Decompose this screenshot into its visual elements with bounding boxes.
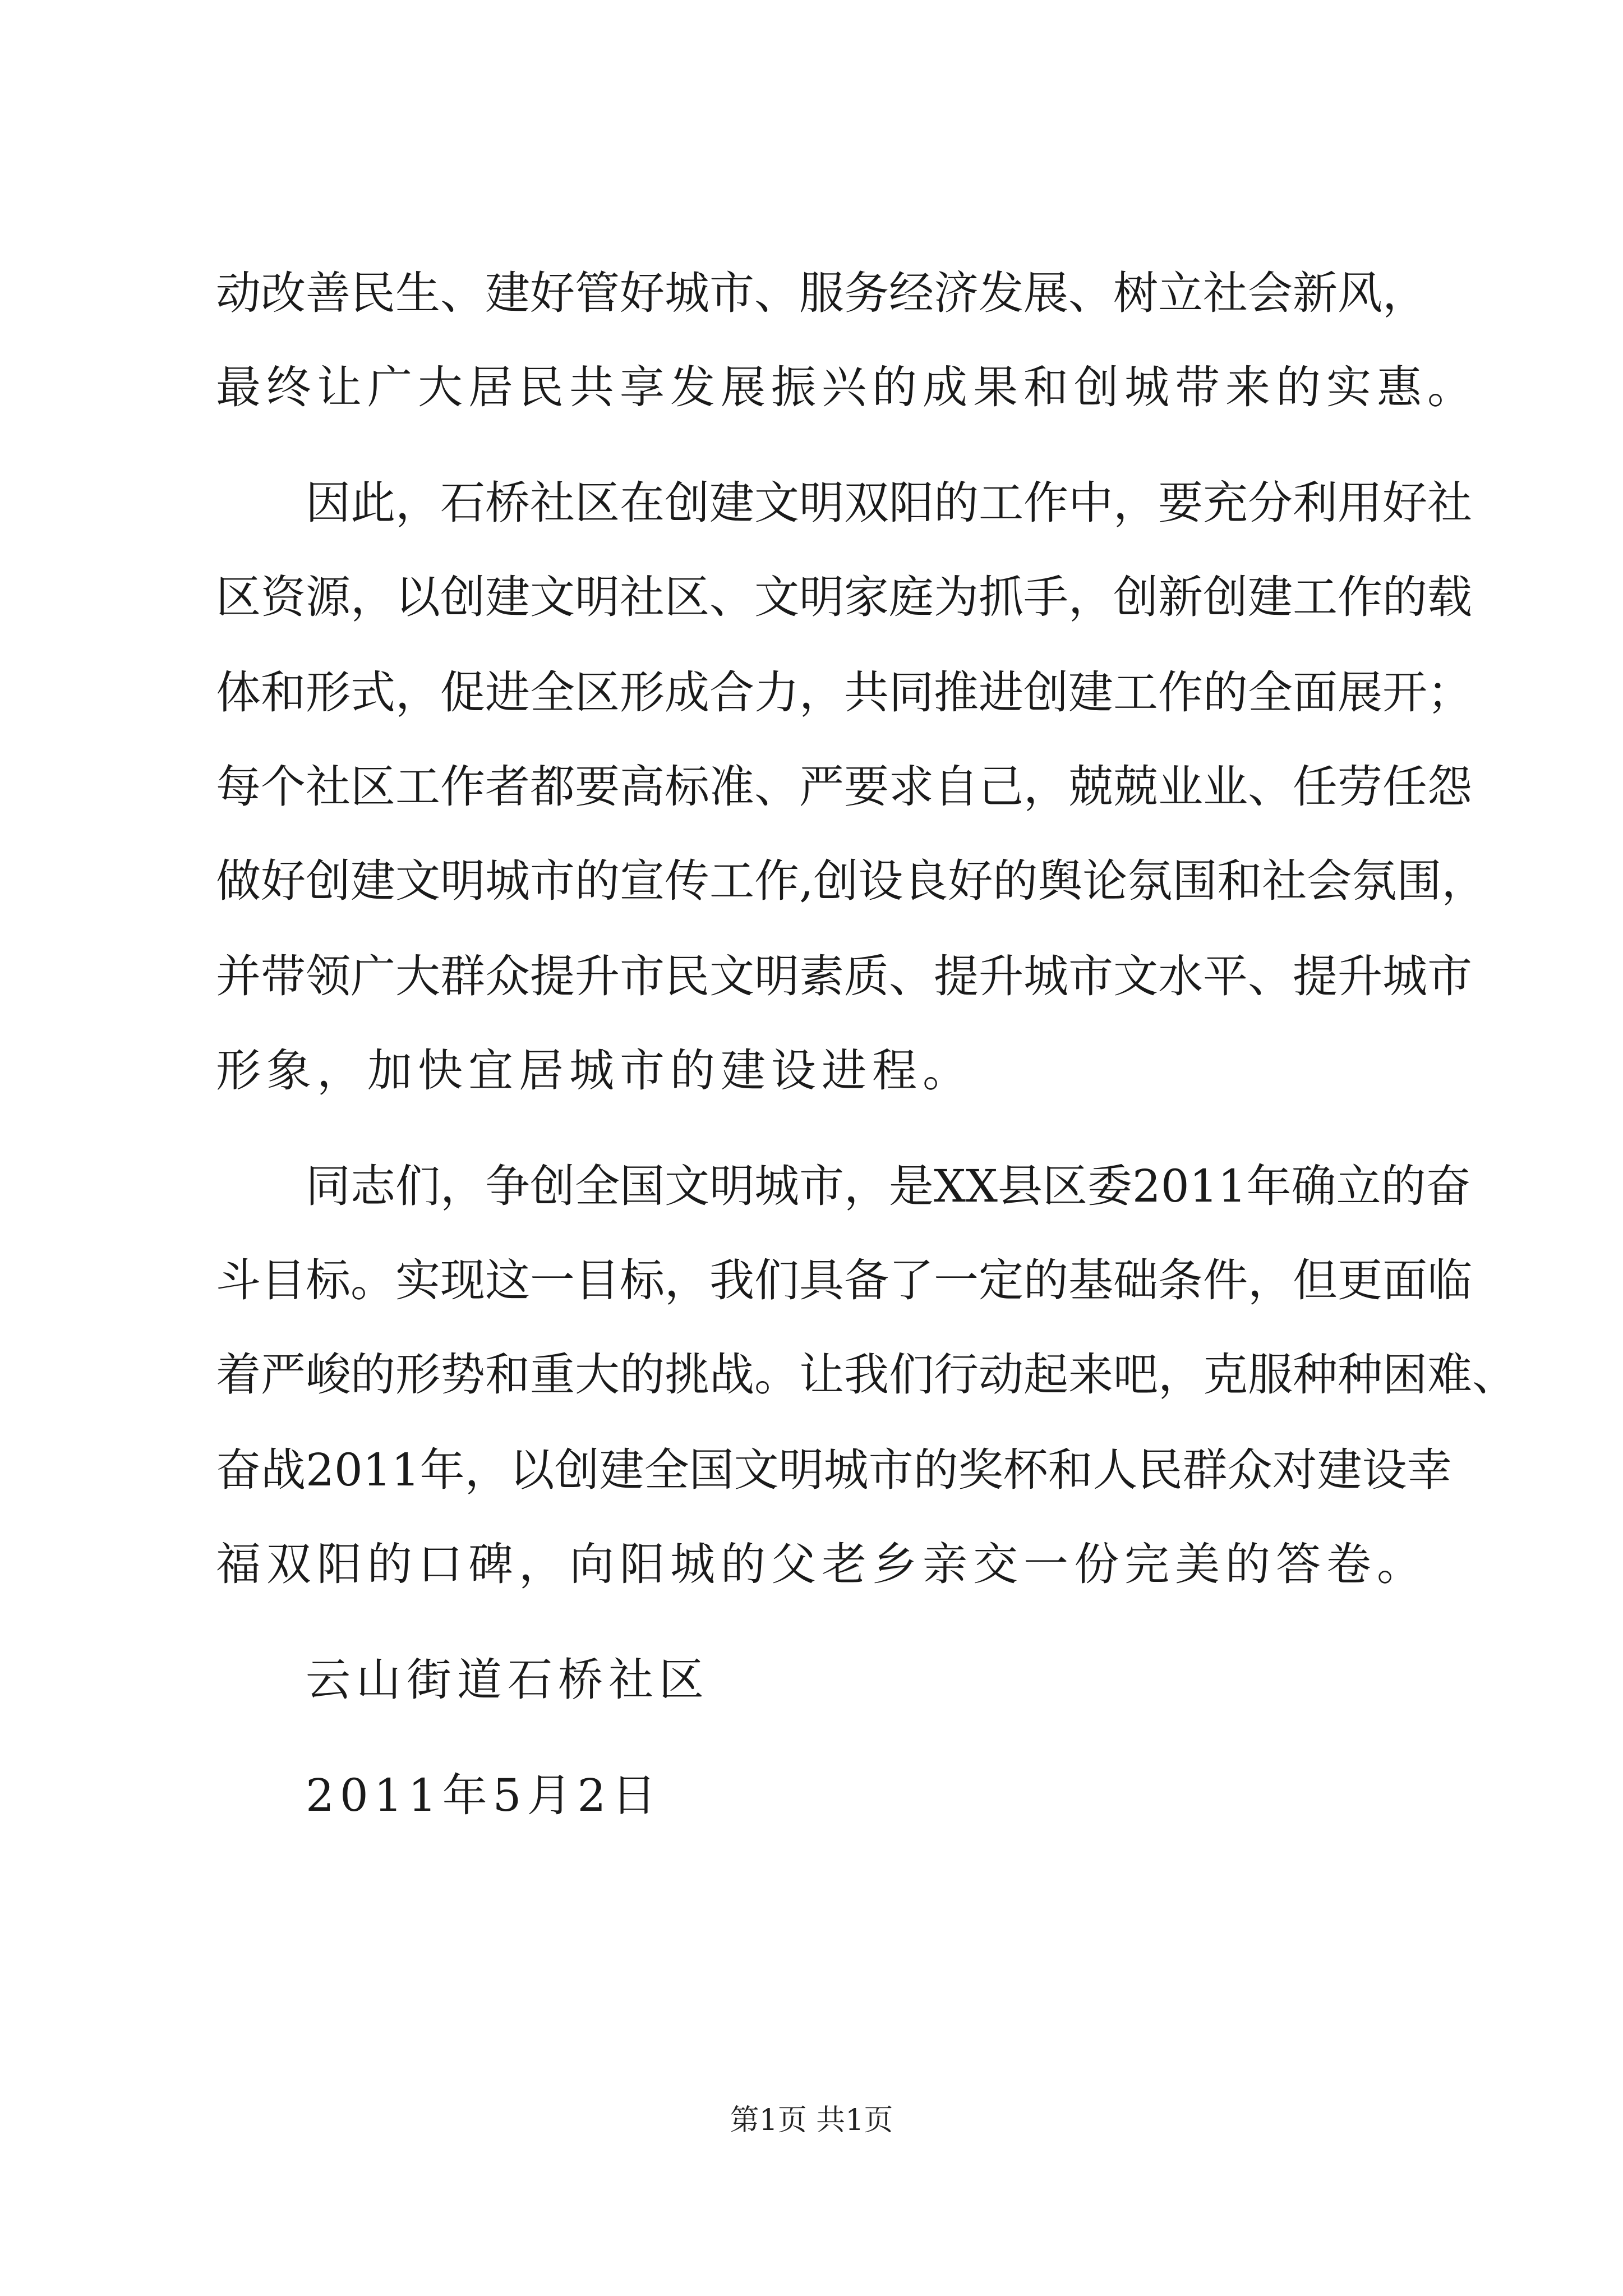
text-line: 做好创建文明城市的宣传工作,创设良好的舆论氛围和社会氛围， (216, 855, 1487, 907)
page-footer: 第1页 共1页 (730, 2104, 893, 2137)
text-line: 斗目标。实现这一目标，我们具备了一定的基础条件，但更面临 (216, 1254, 1472, 1306)
text-line: 最终让广大居民共享发展振兴的成果和创城带来的实惠。 (216, 361, 1478, 413)
paragraph-start-line: 同志们，争创全国文明城市，是XX县区委2011年确立的奋 (306, 1160, 1471, 1212)
text-line: 并带领广大群众提升市民文明素质、提升城市文水平、提升城市 (216, 950, 1472, 1002)
signature-date: 2011年5月2日 (306, 1769, 662, 1821)
text-line: 每个社区工作者都要高标准、严要求自己，兢兢业业、任劳任怨 (216, 761, 1472, 813)
text-line: 动改善民生、建好管好城市、服务经济发展、树立社会新风， (216, 267, 1427, 319)
paragraph-start-line: 因此，石桥社区在创建文明双阳的工作中，要充分利用好社 (306, 477, 1472, 529)
text-line: 福双阳的口碑，向阳城的父老乡亲交一份完美的答卷。 (216, 1538, 1427, 1590)
text-line: 体和形式，促进全区形成合力，共同推进创建工作的全面展开； (216, 666, 1472, 719)
text-line: 奋战2011年，以创建全国文明城市的奖杯和人民群众对建设幸 (216, 1444, 1452, 1496)
signature-organization: 云山街道石桥社区 (306, 1654, 709, 1706)
text-line: 着严峻的形势和重大的挑战。让我们行动起来吧，克服种种困难、 (216, 1349, 1517, 1401)
text-line: 形象，加快宜居城市的建设进程。 (216, 1045, 973, 1097)
text-line: 区资源，以创建文明社区、文明家庭为抓手，创新创建工作的载 (216, 571, 1472, 623)
